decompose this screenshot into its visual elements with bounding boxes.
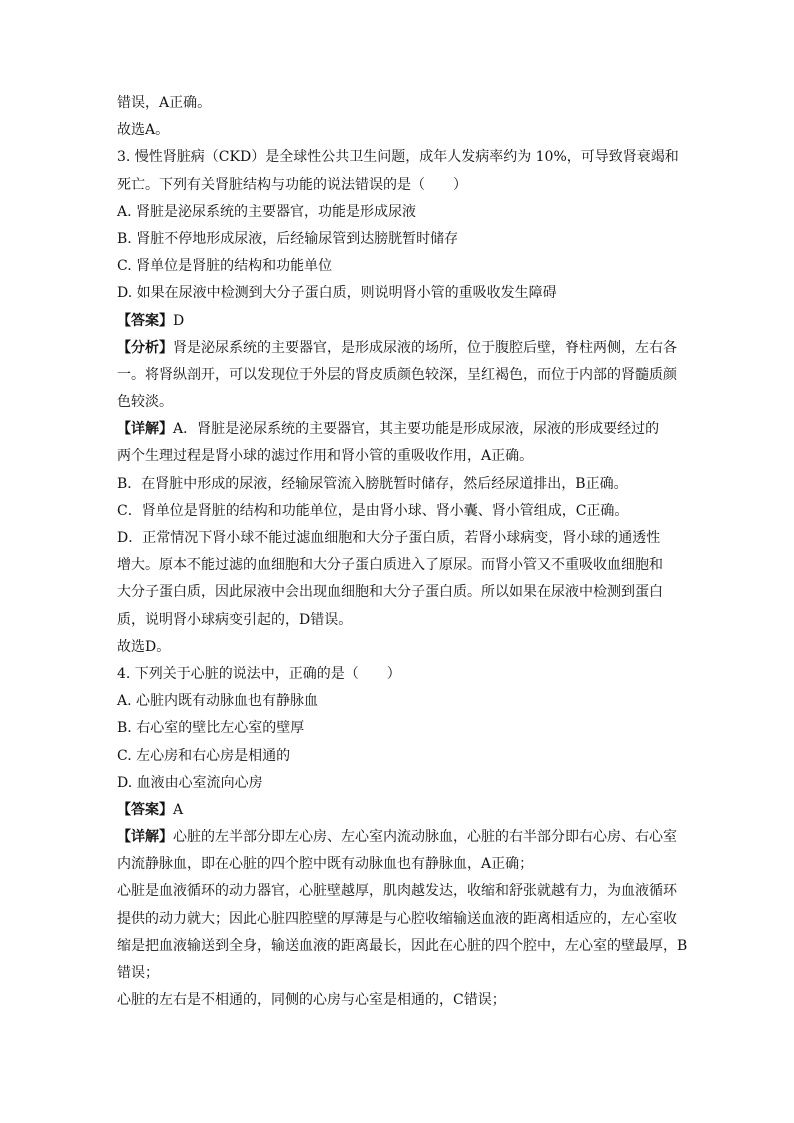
line-text: 故选D。 [117, 638, 171, 655]
text-line [117, 308, 697, 335]
text-line [117, 471, 697, 498]
line-text: 肾是泌尿系统的主要器官，是形成尿液的场所，位于腹腔后壁，脊柱两侧，左右各 [173, 339, 677, 356]
text-line [117, 525, 697, 552]
line-text: A．肾脏是泌尿系统的主要器官，其主要功能是形成尿液，尿液的形成要经过的 [173, 421, 660, 438]
line-text: 一。将肾纵剖开，可以发现位于外层的肾皮质颜色较深，呈红褐色，而位于内部的肾髓质颜 [117, 366, 677, 383]
text-line [117, 688, 697, 715]
text-line [117, 743, 697, 770]
line-text: D．正常情况下肾小球不能过滤血细胞和大分子蛋白质，若肾小球病变，肾小球的通透性 [117, 530, 661, 546]
text-line [117, 172, 697, 199]
text-line [117, 253, 697, 280]
line-text: 3. 慢性肾脏病（CKD）是全球性公共卫生问题，成年人发病率约为 10%，可导致肾衰竭和 [117, 149, 679, 166]
line-text: 心脏的左半部分即左心房、左心室内流动脉血，心脏的右半部分即右心房、右心室 [173, 829, 677, 846]
text-line [117, 226, 697, 253]
text-line [117, 144, 697, 171]
text-line [117, 389, 697, 416]
document-page [117, 90, 697, 1014]
text-line [117, 498, 697, 525]
text-line [117, 607, 697, 634]
section-label: 【详解】 [117, 829, 173, 846]
line-text: A. 肾脏是泌尿系统的主要器官，功能是形成尿液 [117, 203, 417, 220]
text-line [117, 770, 697, 797]
line-text: 心脏是血液循环的动力器官，心脏壁越厚，肌肉越发达，收缩和舒张就越有力，为血液循环 [117, 883, 677, 900]
line-text: 内流静脉血，即在心脏的四个腔中既有动脉血也有静脉血，A正确； [117, 856, 534, 873]
text-line [117, 797, 697, 824]
text-line [117, 117, 697, 144]
line-text: 两个生理过程是肾小球的滤过作用和肾小管的重吸收作用，A正确。 [117, 448, 534, 465]
text-line [117, 987, 697, 1014]
text-line [117, 933, 697, 960]
line-text: 心脏的左右是不相通的，同侧的心房与心室是相通的，C错误； [117, 992, 506, 1009]
text-line [117, 824, 697, 851]
line-text: A. 心脏内既有动脉血也有静脉血 [117, 693, 319, 710]
section-label: 【分析】 [117, 339, 173, 356]
line-text: 故选A。 [117, 122, 170, 139]
line-text: C. 左心房和右心房是相通的 [117, 747, 291, 764]
line-text: B. 肾脏不停地形成尿液，后经输尿管到达膀胱暂时储存 [117, 230, 459, 247]
text-line [117, 960, 697, 987]
line-text: C. 肾单位是肾脏的结构和功能单位 [117, 258, 333, 275]
line-text: 增大。原本不能过滤的血细胞和大分子蛋白质进入了原尿。而肾小管又不重吸收血细胞和 [117, 557, 663, 574]
line-text: 错误； [117, 965, 159, 981]
line-text: 4. 下列关于心脏的说法中，正确的是（ ） [117, 665, 401, 682]
line-text: A [173, 801, 184, 818]
line-text: 色较淡。 [117, 394, 173, 411]
text-line [117, 552, 697, 579]
line-text: B. 右心室的壁比左心室的壁厚 [117, 720, 305, 737]
line-text: 死亡。下列有关肾脏结构与功能的说法错误的是（ ） [117, 176, 467, 193]
text-line [117, 715, 697, 742]
line-text: D. 血液由心室流向心房 [117, 774, 263, 791]
line-text: 缩是把血液输送到全身，输送血液的距离最长，因此在心脏的四个腔中，左心室的壁最厚，B [117, 937, 688, 954]
line-text: 提供的动力就大；因此心脏四腔壁的厚薄是与心腔收缩输送血液的距离相适应的，左心室收 [117, 910, 677, 927]
section-label: 【答案】 [117, 312, 173, 329]
text-line [117, 280, 697, 307]
section-label: 【答案】 [117, 801, 173, 818]
text-line [117, 362, 697, 389]
line-text: C．肾单位是肾脏的结构和功能单位，是由肾小球、肾小囊、肾小管组成，C正确。 [117, 502, 629, 519]
text-line [117, 199, 697, 226]
line-text: B．在肾脏中形成的尿液，经输尿管流入膀胱暂时储存，然后经尿道排出，B正确。 [117, 475, 628, 492]
line-text: 大分子蛋白质，因此尿液中会出现血细胞和大分子蛋白质。所以如果在尿液中检测到蛋白 [117, 584, 663, 601]
line-text: 质，说明肾小球病变引起的，D错误。 [117, 611, 353, 628]
text-line [117, 416, 697, 443]
text-line [117, 634, 697, 661]
text-line [117, 335, 697, 362]
text-line [117, 661, 697, 688]
text-line [117, 443, 697, 470]
line-text: 错误，A正确。 [117, 95, 212, 111]
text-line [117, 90, 697, 117]
text-line [117, 878, 697, 905]
line-text: D [173, 312, 185, 329]
section-label: 【详解】 [117, 421, 173, 438]
line-text: D. 如果在尿液中检测到大分子蛋白质，则说明肾小管的重吸收发生障碍 [117, 285, 557, 302]
text-line [117, 579, 697, 606]
text-line [117, 851, 697, 878]
text-line [117, 906, 697, 933]
